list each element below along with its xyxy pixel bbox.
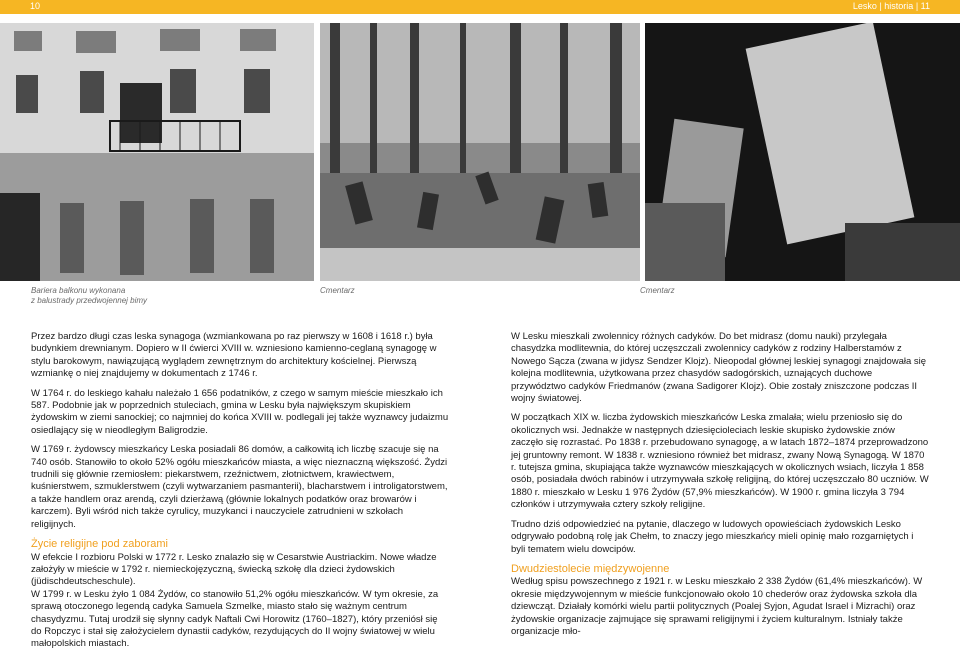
right-text-column (511, 331, 929, 645)
section-title: historia (884, 1, 914, 11)
cemetery-forest-photo (320, 23, 640, 281)
caption-left-line2: z balustrady przedwojennej bimy (31, 296, 148, 305)
left-page-number: 10 (30, 1, 41, 11)
paragraph: W początkach XIX w. liczba żydowskich mieszkańców Leska zmalała; wielu przeniosło się do okolicznych wsi. Jednakże w następnych dziesięcioleciach leskie skupisko żydowskie znów zaczęło się rozrastać. Po 1838 r. przebudowano synagogę, a w latach 1872–1874 przeprowadzono jej gruntowny remont. W 1838 r. wzniesiono również bet midrasz, zwany Nową Synagogą. W 1870 r. tutejsza gmina, skupiająca także wyznawców mieszkających w okolicznych wsiach, liczyła 1 858 osób, posiadała dwóch rabinów i utrzymywała szkołę religijną, do której uczęszczało 80 uczniów. W 1880 r. mieszkało w Lesku 1 976 Żydów (57,9% mieszkańców). W 1900 r. gmina liczyła 3 794 członków i utrzymywała cztery szkoły religijne. (511, 412, 929, 511)
caption-middle: Cmentarz (320, 286, 355, 295)
paragraph: Przez bardzo długi czas leska synagoga (wzmiankowana po raz pierwszy w 1608 i 1618 r.) była budynkiem drewnianym. Dopiero w II ćwierci XVIII w. wzniesiono kamienno-ceglaną synagogę w stylu barokowym, nawiązującą wyglądem zewnętrznym do architektury kościelnej. Pierwszą wzmiankę o niej znajdujemy w dokumentach z 1746 r. (31, 331, 437, 380)
paragraph: W efekcie I rozbioru Polski w 1772 r. Lesko znalazło się w Cesarstwie Austriackim. Nowe władze założyły w mieście w 1792 r. niemieckojęzyczną, świecką szkołę dla dzieci żydowskich (jüdischdeutscheschule). (31, 551, 437, 588)
paragraph: W 1769 r. żydowscy mieszkańcy Leska posiadali 86 domów, a całkowitą ich liczbę szacuje się na 740 osób. Stanowiło to około 52% ogółu mieszkańców miasta, a więc nieznaczną większość. Żydzi trudnili się głównie rzemiosłem: piekarstwem, rzeźnictwem, złotnictwem, krawiectwem, kuśnierstwem, szmuklerstwem (czyli wytwarzaniem pasmanterii), blacharstwem i introligatorstwem, a także handlem oraz arendą, czyli dzierżawą (głównie lokalnych podatków oraz browarów i karczem). Byli wśród nich także cyrulicy, muzykanci i nauczyciele zatrudnieni w szkołach religijnych. (31, 444, 448, 530)
book-title: Lesko (852, 1, 877, 11)
paragraph: Według spisu powszechnego z 1921 r. w Lesku mieszkało 2 338 Żydów (61,4% mieszkańców). W okresie międzywojennym w mieście funkcjonowało około 10 chederów oraz żydowska szkoła dla dziewcząt. Działały komórki wielu partii politycznych (Poalej Syjon, Agudat Israel i Mizrachi) oraz żydowskie organizacje zajmujące się sprawami religijnymi i życiem kulturalnym. Istniały także organizacje mło- (511, 576, 923, 637)
paragraph: W 1799 r. w Lesku żyło 1 084 Żydów, co stanowiło 51,2% ogółu mieszkańców. W tym okresie, za sprawą otoczonego legendą cadyka Samuela Szmelke, miasto stało się ważnym centrum chasydyzmu. Tutaj urodził się słynny cadyk Naftali Cwi Horowitz (1760–1827), który przeniósł się do Ropczyc i stał się założycielem dynastii cadyków, rezydujących do II wojny światowej w wielu małopolskich miastach. (31, 588, 439, 650)
synagogue-photo (0, 23, 314, 281)
caption-left (31, 286, 147, 306)
section-heading-religious-life: Życie religijne pod zaborami (31, 538, 168, 551)
caption-right: Cmentarz (640, 286, 675, 295)
right-page-number: 11 (920, 1, 930, 11)
paragraph: W 1764 r. do leskiego kahału należało 1 656 podatników, z czego w samym mieście mieszkało ich 587. Podobnie jak w poprzednich stuleciach, gmina w Lesku była największym skupiskiem żydowskim w ziemi sanockiej; co najmniej do końca XVIII w. podlegali jej także wyznawcy judaizmu osiedlający się w nieodległym Baligrodzie. (31, 387, 449, 436)
caption-left-line1: Bariera balkonu wykonana (31, 286, 126, 295)
header-bar (0, 0, 960, 14)
paragraph: Trudno dziś odpowiedzieć na pytanie, dlaczego w ludowych opowieściach żydowskich Lesko odgrywało podobną rolę jak Chełm, to znaczy jego mieszkańcy mieli opinię mało rozgarniętych i byli tematem wielu dowcipów. (511, 518, 914, 555)
headstones-photo (645, 23, 960, 281)
left-text-column (31, 331, 449, 658)
section-heading-interwar: Dwudziestolecie międzywojenne (511, 562, 670, 575)
paragraph: W Lesku mieszkali zwolennicy różnych cadyków. Do bet midrasz (domu nauki) przylegała chasydzka modlitewnia, do której uczęszczali zwolennicy cadyków z rodziny Halberstamów z Nowego Sącza (zwana w jidysz Sendzer Klojz). Nieopodal głównej leskiej synagogi znajdowała się kolejna modlitewnia, użytkowana przez chasydów sadogórskich, uznających duchowe przywództwo cadyków Friedmanów (zwana Sadigorer Klojz). Obie zostały zniszczone podczas II wojny światowej. (511, 331, 927, 405)
running-header-right: Lesko | historia | 11 (852, 1, 930, 11)
